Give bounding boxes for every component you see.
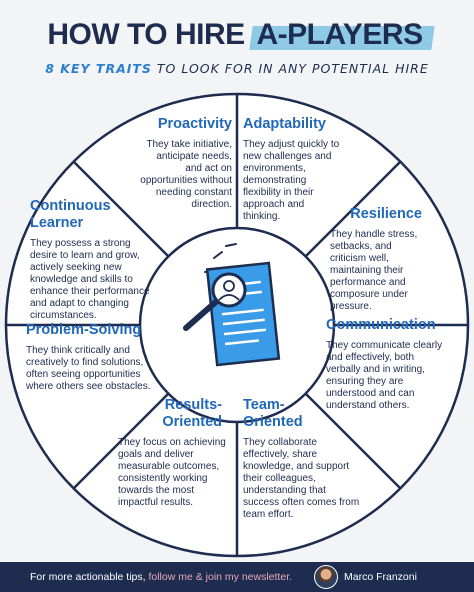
trait-title: Continuous Learner (30, 198, 111, 231)
trait-description: They focus on achieving goals and deliver measurable outcomes, consistently working towards the most impactful results. (118, 437, 226, 508)
subtitle-rest: TO LOOK FOR IN ANY POTENTIAL HIRE (151, 61, 429, 76)
trait-results-oriented (118, 397, 230, 509)
trait-description: They collaborate effectively, share knowledge, and support their colleagues, understanding that success often comes from team effort. (243, 437, 360, 520)
footer-tip (30, 571, 292, 583)
trait-description: They communicate clearly and effectively, both verbally and in writing, ensuring they are understood and can understand others. (326, 340, 443, 411)
avatar (314, 565, 338, 589)
subtitle-accent: 8 KEY TRAITS (45, 61, 152, 76)
trait-adaptability (243, 116, 343, 223)
trait-problem-solving (26, 322, 154, 393)
author-name: Marco Franzoni (344, 571, 417, 583)
trait-team-oriented (243, 397, 361, 521)
trait-description: They adjust quickly to new challenges and environments, demonstrating flexibility in their approach and thinking. (243, 139, 340, 222)
trait-description: They think critically and creatively to find solutions, often seeing opportunities where others see obstacles. (26, 345, 151, 392)
trait-title: Communication (326, 317, 436, 333)
footer-bar (0, 562, 474, 592)
trait-title: Resilience (350, 206, 422, 222)
newsletter-link[interactable]: follow me & join my newsletter. (148, 571, 293, 583)
trait-title: Adaptability (243, 116, 326, 132)
trait-description: They possess a strong desire to learn and grow, actively seeking new knowledge and skills to enhance their performance and adapt to changing circumstances. (30, 238, 150, 321)
title-highlight: A-PLAYERS (253, 18, 427, 52)
trait-title: Proactivity (157, 116, 232, 132)
trait-title: Team-Oriented (243, 397, 303, 430)
footer-tip-text: For more actionable tips, (30, 571, 149, 583)
trait-continuous-learner (30, 198, 154, 322)
trait-title: Results-Oriented (162, 397, 222, 430)
title-part1: HOW TO HIRE (47, 18, 253, 51)
trait-description: They handle stress, setbacks, and criticism well, maintaining their performance and composure under pressure. (330, 229, 418, 312)
trait-resilience (330, 206, 430, 313)
trait-description: They take initiative, anticipate needs, and act on opportunities without needing constant direction. (140, 139, 232, 210)
trait-proactivity (140, 116, 232, 211)
trait-title: Problem-Solving (26, 322, 142, 338)
